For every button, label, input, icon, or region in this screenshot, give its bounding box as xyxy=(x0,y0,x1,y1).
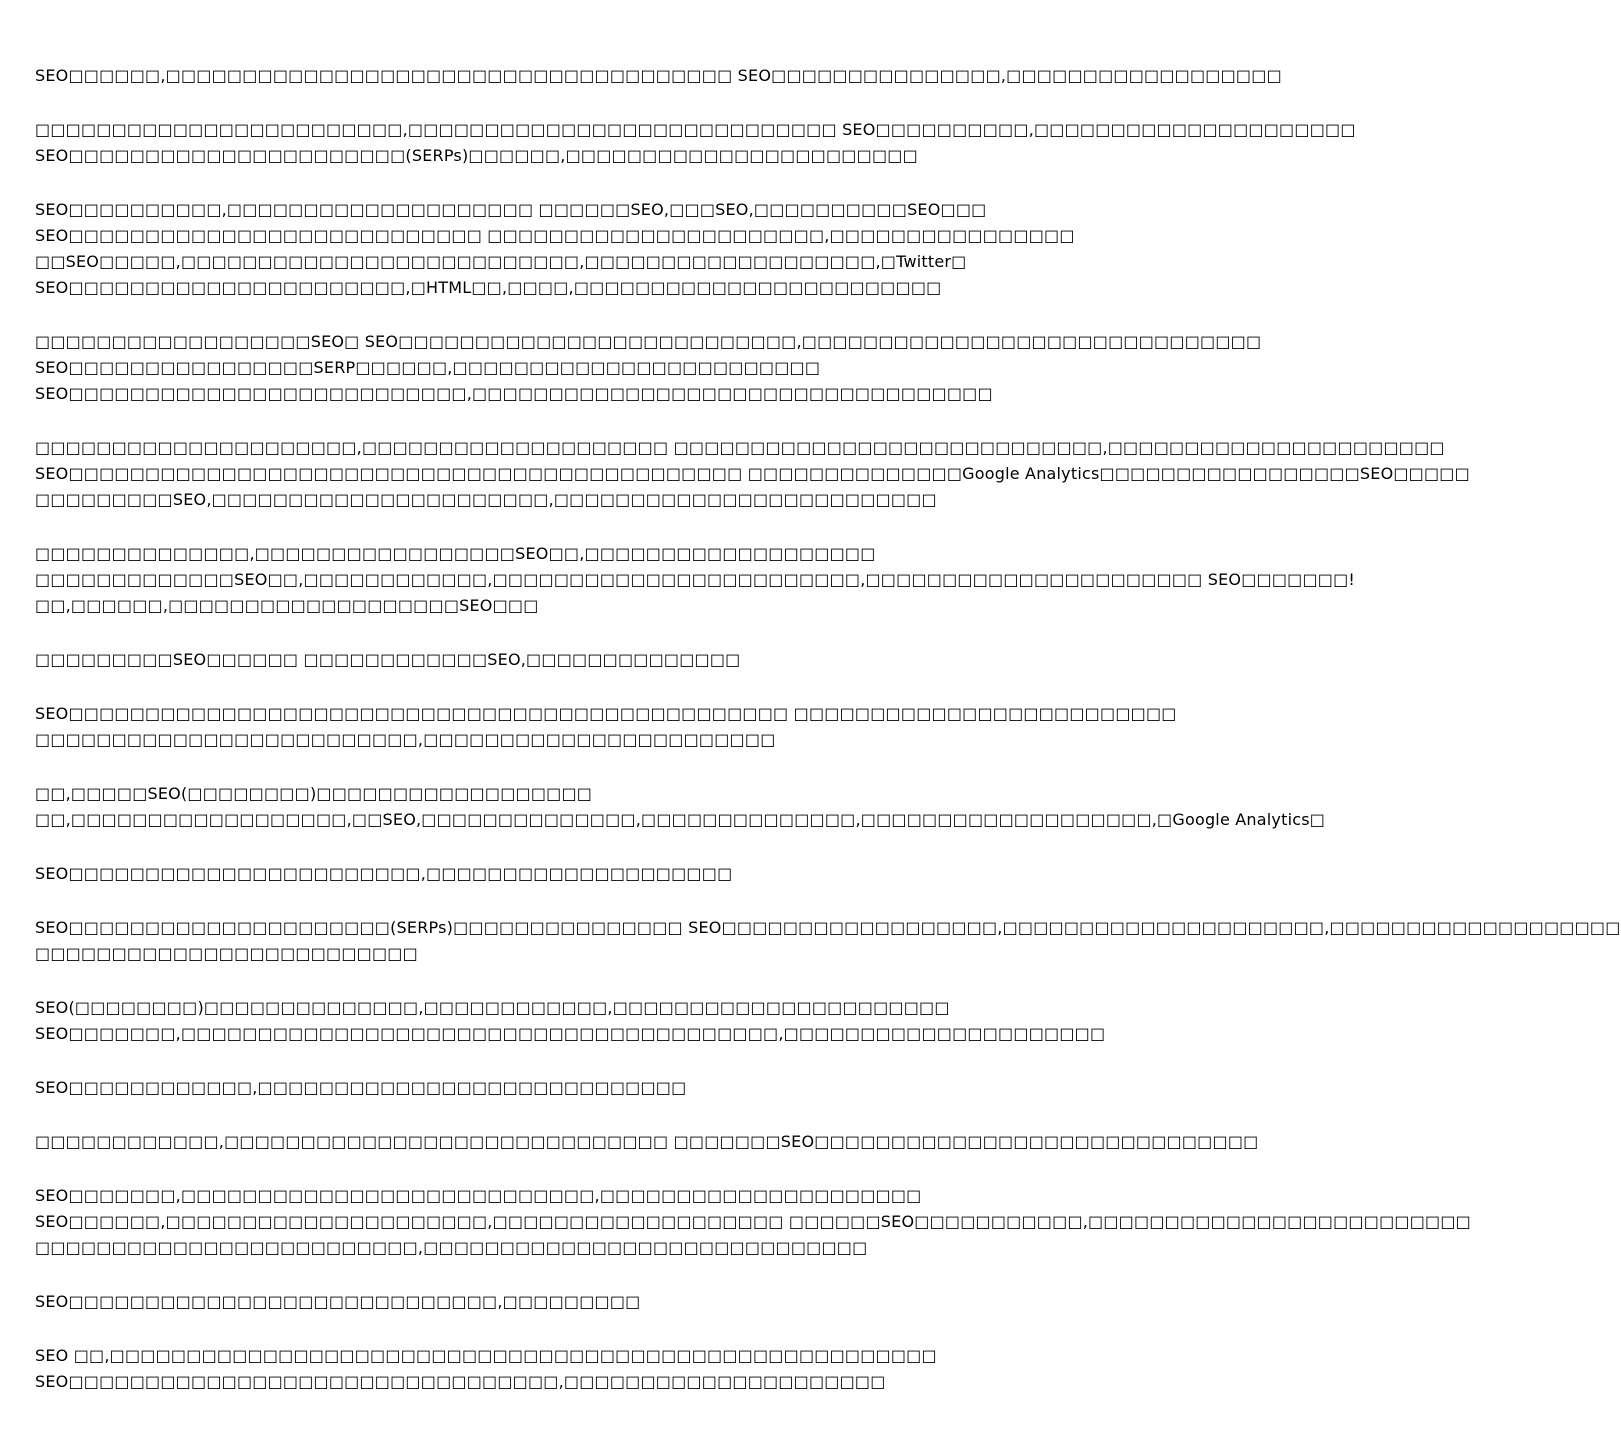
text-line: SEO□□□□□□□□□□□□□□□□SERP□□□□□□,□□□□□□□□□□□□□□□□□□□□□□□□ xyxy=(35,358,821,377)
text-line: SEO□□□□□□□□□□□□□□□□□□□□□□□□□□□□□□□□,□□□□□□□□□□□□□□□□□□□□□ xyxy=(35,1372,886,1391)
paragraph xyxy=(35,995,1106,1047)
text-line: □□SEO□□□□□,□□□□□□□□□□□□□□□□□□□□□□□□□□,□□□□□□□□□□□□□□□□□□□,□Twitter□ xyxy=(35,252,967,271)
text-line: □□□□□□□□□□□□□□□□□□□□□□□□□,□□□□□□□□□□□□□□□□□□□□□□□ xyxy=(35,730,776,749)
text-line: □□□□□□□□□□□□□□□□□□□□□□□□,□□□□□□□□□□□□□□□□□□□□□□□□□□□□ SEO□□□□□□□□□□,□□□□□□□□□□□□□□□□□□□□□ xyxy=(35,120,1356,139)
text-line: SEO □□,□□□□□□□□□□□□□□□□□□□□□□□□□□□□□□□□□□□□□□□□□□□□□□□□□□□□□□ xyxy=(35,1346,937,1365)
paragraph xyxy=(35,1343,1010,1395)
text-line: □□□□□□□□□□□□□□□□□□SEO□ SEO□□□□□□□□□□□□□□□□□□□□□□□□□□,□□□□□□□□□□□□□□□□□□□□□□□□□□□□□□ xyxy=(35,332,1262,351)
text-line: SEO□□□□□□□□□□□□□□□□□□□□□□(SERPs)□□□□□□,□□□□□□□□□□□□□□□□□□□□□□□ xyxy=(35,146,918,165)
text-line: SEO□□□□□□□□□□□□□□□□□□□□□□,□HTML□□,□□□□,□□□□□□□□□□□□□□□□□□□□□□□□ xyxy=(35,278,942,297)
paragraph xyxy=(35,1289,1010,1315)
text-line: SEO□□□□□□□□□□□□□□□□□□□□□(SERPs)□□□□□□□□□□□□□□□ SEO□□□□□□□□□□□□□□□□□□,□□□□□□□□□□□□□□□□□□□□□,□□□□□□□□□□□□□□□□□□□ xyxy=(35,918,1621,937)
text-line: SEO□□□□□□,□□□□□□□□□□□□□□□□□□□□□,□□□□□□□□□□□□□□□□□□□ □□□□□□SEO□□□□□□□□□□□,□□□□□□□□□□□□□□□□□□□□□□□□□ xyxy=(35,1212,1471,1231)
paragraph xyxy=(35,117,1356,169)
text-line: SEO□□□□□□□□□□□□□□□□□□□□□□□□□□□□□□□□□□□□□□□□□□□□□□□ □□□□□□□□□□□□□□□□□□□□□□□□□ xyxy=(35,704,1177,723)
paragraph xyxy=(35,915,1621,967)
text-line: □□,□□□□□□,□□□□□□□□□□□□□□□□□□□SEO□□□ xyxy=(35,596,539,615)
text-line: SEO□□□□□□□□□□□□□□□□□□□□□□□□□□,□□□□□□□□□□□□□□□□□□□□□□□□□□□□□□□□□□ xyxy=(35,384,993,403)
text-line: □□□□□□□□□SEO,□□□□□□□□□□□□□□□□□□□□□□,□□□□□□□□□□□□□□□□□□□□□□□□□ xyxy=(35,490,937,509)
paragraph xyxy=(35,861,1010,887)
text-line: □□□□□□□□□□□□□□□□□□□□□,□□□□□□□□□□□□□□□□□□□□ □□□□□□□□□□□□□□□□□□□□□□□□□□□□,□□□□□□□□□□□□□□□□□□□□□□ xyxy=(35,438,1445,457)
paragraph xyxy=(35,781,1326,833)
paragraph xyxy=(35,1183,1471,1261)
text-line: □□,□□□□□SEO(□□□□□□□□)□□□□□□□□□□□□□□□□□□ xyxy=(35,784,593,803)
paragraph xyxy=(35,647,1010,673)
text-line: SEO□□□□□□□□□□□□□□□□□□□□□□□,□□□□□□□□□□□□□□□□□□□□ xyxy=(35,864,733,883)
text-line: □□□□□□□□□□□□□□,□□□□□□□□□□□□□□□□□SEO□□,□□□□□□□□□□□□□□□□□□□ xyxy=(35,544,876,563)
paragraph xyxy=(35,63,1282,89)
text-line: □□,□□□□□□□□□□□□□□□□□□,□□SEO,□□□□□□□□□□□□□□,□□□□□□□□□□□□□□,□□□□□□□□□□□□□□□□□□□,□Google Analytics□ xyxy=(35,810,1326,829)
text-line: SEO□□□□□□□□□□,□□□□□□□□□□□□□□□□□□□□ □□□□□□SEO,□□□SEO,□□□□□□□□□□SEO□□□ xyxy=(35,200,987,219)
paragraph xyxy=(35,541,1356,619)
text-line: □□□□□□□□□□□□□□□□□□□□□□□□□,□□□□□□□□□□□□□□□□□□□□□□□□□□□□□ xyxy=(35,1238,868,1257)
paragraph xyxy=(35,435,1470,513)
text-line: □□□□□□□□□□□□,□□□□□□□□□□□□□□□□□□□□□□□□□□□□□ □□□□□□□SEO□□□□□□□□□□□□□□□□□□□□□□□□□□□□□ xyxy=(35,1132,1259,1151)
document-body xyxy=(35,63,1621,1423)
paragraph xyxy=(35,1129,1259,1155)
text-line: □□□□□□□□□□□□□□□□□□□□□□□□□ xyxy=(35,944,418,963)
paragraph xyxy=(35,197,1075,301)
text-line: □□□□□□□□□□□□□SEO□□,□□□□□□□□□□□□,□□□□□□□□□□□□□□□□□□□□□□□□,□□□□□□□□□□□□□□□□□□□□□□ SEO□□□□□□□! xyxy=(35,570,1356,589)
text-line: SEO□□□□□□□□□□□□□□□□□□□□□□□□□□□ □□□□□□□□□□□□□□□□□□□□□□,□□□□□□□□□□□□□□□□ xyxy=(35,226,1075,245)
text-line: SEO□□□□□□□□□□□□,□□□□□□□□□□□□□□□□□□□□□□□□□□□□ xyxy=(35,1078,687,1097)
text-line: SEO(□□□□□□□□)□□□□□□□□□□□□□□,□□□□□□□□□□□□,□□□□□□□□□□□□□□□□□□□□□□ xyxy=(35,998,950,1017)
paragraph xyxy=(35,701,1177,753)
paragraph xyxy=(35,1075,1010,1101)
text-line: SEO□□□□□□,□□□□□□□□□□□□□□□□□□□□□□□□□□□□□□□□□□□□□ SEO□□□□□□□□□□□□□□□,□□□□□□□□□□□□□□□□□□ xyxy=(35,66,1282,85)
text-line: SEO□□□□□□□□□□□□□□□□□□□□□□□□□□□□,□□□□□□□□□ xyxy=(35,1292,641,1311)
text-line: SEO□□□□□□□,□□□□□□□□□□□□□□□□□□□□□□□□□□□□□□□□□□□□□□□,□□□□□□□□□□□□□□□□□□□□□ xyxy=(35,1024,1106,1043)
text-line: SEO□□□□□□□□□□□□□□□□□□□□□□□□□□□□□□□□□□□□□□□□□□□□ □□□□□□□□□□□□□□Google Analytics□□□□□□□□□□□□□□□□□SEO□□□□□ xyxy=(35,464,1470,483)
paragraph xyxy=(35,329,1262,407)
text-line: SEO□□□□□□□,□□□□□□□□□□□□□□□□□□□□□□□□□□□,□□□□□□□□□□□□□□□□□□□□□ xyxy=(35,1186,922,1205)
text-line: □□□□□□□□□SEO□□□□□□ □□□□□□□□□□□□SEO,□□□□□□□□□□□□□□ xyxy=(35,650,741,669)
